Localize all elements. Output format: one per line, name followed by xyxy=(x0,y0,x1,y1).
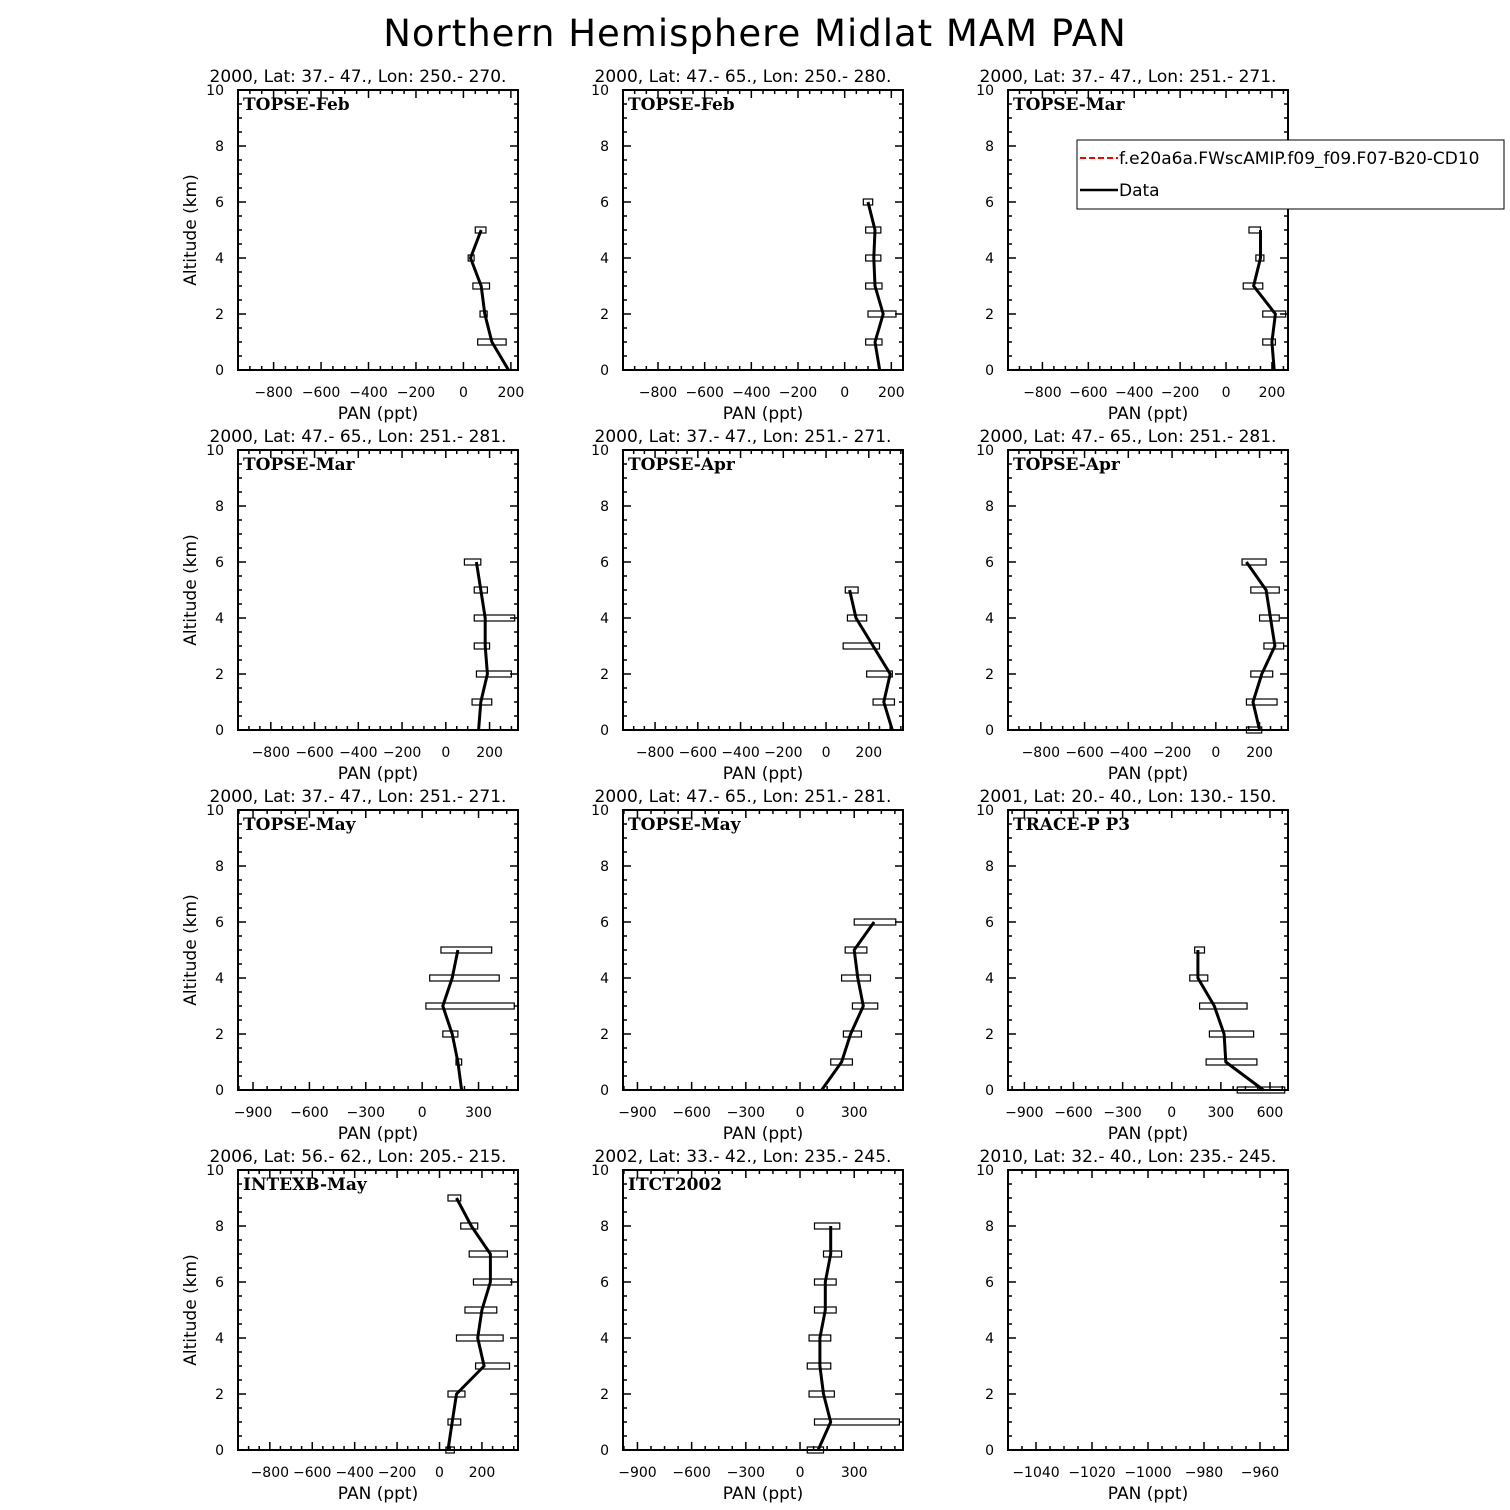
y-tick-label: 6 xyxy=(215,195,224,211)
y-tick-label: 0 xyxy=(600,1443,609,1459)
y-tick-label: 10 xyxy=(591,443,609,459)
y-tick-label: 2 xyxy=(215,1387,224,1403)
y-axis-label: Altitude (km) xyxy=(181,1254,201,1366)
x-tick-label: −960 xyxy=(1240,1465,1280,1481)
x-tick-label: −600 xyxy=(301,385,341,401)
x-tick-label: 600 xyxy=(1256,1105,1284,1121)
campaign-label: TOPSE-Feb xyxy=(628,95,735,115)
x-tick-label: −900 xyxy=(618,1465,657,1481)
x-tick-label: −200 xyxy=(382,745,422,761)
y-tick-label: 8 xyxy=(215,859,224,875)
campaign-label: INTEXB-May xyxy=(243,1175,367,1195)
x-axis-label: PAN (ppt) xyxy=(337,764,419,784)
x-tick-label: 0 xyxy=(441,745,451,761)
x-tick-label: 200 xyxy=(877,385,905,401)
y-tick-label: 0 xyxy=(215,723,224,739)
legend-data-label: Data xyxy=(1119,181,1160,201)
x-tick-label: −800 xyxy=(638,385,678,401)
x-tick-label: 200 xyxy=(497,385,525,401)
y-tick-label: 2 xyxy=(600,1027,609,1043)
y-tick-label: 4 xyxy=(215,1331,224,1347)
y-tick-label: 10 xyxy=(976,1163,994,1179)
y-tick-label: 0 xyxy=(985,1083,994,1099)
y-tick-label: 2 xyxy=(985,1387,994,1403)
x-tick-label: −300 xyxy=(1103,1105,1142,1121)
campaign-label: TRACE-P P3 xyxy=(1013,815,1131,835)
x-tick-label: −200 xyxy=(1160,385,1200,401)
y-tick-label: 8 xyxy=(985,859,994,875)
y-tick-label: 4 xyxy=(600,251,609,267)
y-tick-label: 10 xyxy=(206,803,224,819)
x-axis-label: PAN (ppt) xyxy=(1107,1124,1189,1144)
y-tick-label: 6 xyxy=(985,195,994,211)
x-tick-label: 300 xyxy=(840,1105,868,1121)
y-tick-label: 2 xyxy=(215,667,224,683)
x-axis-label: PAN (ppt) xyxy=(337,404,419,424)
campaign-label: TOPSE-Mar xyxy=(1013,95,1125,115)
campaign-label: TOPSE-May xyxy=(243,815,356,835)
x-tick-label: −400 xyxy=(349,385,388,401)
x-tick-label: −800 xyxy=(1021,745,1061,761)
y-tick-label: 8 xyxy=(215,1219,224,1235)
y-tick-label: 8 xyxy=(600,1219,609,1235)
y-tick-label: 10 xyxy=(976,803,994,819)
y-tick-label: 8 xyxy=(985,139,994,155)
campaign-label: TOPSE-May xyxy=(628,815,741,835)
y-tick-label: 0 xyxy=(600,1083,609,1099)
x-tick-label: −400 xyxy=(1115,385,1154,401)
y-tick-label: 8 xyxy=(985,1219,994,1235)
y-tick-label: 2 xyxy=(985,667,994,683)
y-tick-label: 4 xyxy=(985,1331,994,1347)
x-tick-label: −400 xyxy=(721,745,760,761)
x-tick-label: 200 xyxy=(476,745,503,761)
panel-title: 2000, Lat: 47.- 65., Lon: 251.- 281. xyxy=(594,787,892,807)
x-tick-label: −200 xyxy=(1152,745,1192,761)
x-tick-label: −800 xyxy=(635,745,675,761)
x-tick-label: −900 xyxy=(1005,1105,1044,1121)
campaign-label: TOPSE-Feb xyxy=(243,95,350,115)
x-axis-label: PAN (ppt) xyxy=(337,1484,419,1504)
x-tick-label: −600 xyxy=(672,1105,711,1121)
x-tick-label: 0 xyxy=(840,385,850,401)
x-axis-label: PAN (ppt) xyxy=(722,1124,804,1144)
panel-title: 2000, Lat: 37.- 47., Lon: 250.- 270. xyxy=(209,67,507,87)
y-tick-label: 4 xyxy=(600,611,609,627)
x-tick-label: −400 xyxy=(732,385,771,401)
y-tick-label: 6 xyxy=(600,915,609,931)
y-tick-label: 4 xyxy=(215,611,224,627)
x-axis-label: PAN (ppt) xyxy=(1107,764,1189,784)
x-tick-label: 0 xyxy=(458,385,468,401)
y-tick-label: 8 xyxy=(600,499,609,515)
x-tick-label: −1000 xyxy=(1124,1465,1172,1481)
y-tick-label: 8 xyxy=(600,859,609,875)
x-tick-label: −400 xyxy=(339,745,378,761)
y-tick-label: 4 xyxy=(600,971,609,987)
y-tick-label: 10 xyxy=(976,83,994,99)
panel-title: 2000, Lat: 37.- 47., Lon: 251.- 271. xyxy=(594,427,892,447)
y-tick-label: 0 xyxy=(215,1083,224,1099)
panel-title: 2010, Lat: 32.- 40., Lon: 235.- 245. xyxy=(979,1147,1277,1167)
y-axis-label: Altitude (km) xyxy=(181,894,201,1006)
y-tick-label: 8 xyxy=(215,139,224,155)
y-tick-label: 4 xyxy=(985,251,994,267)
y-tick-label: 4 xyxy=(985,611,994,627)
y-tick-label: 10 xyxy=(206,83,224,99)
x-axis-label: PAN (ppt) xyxy=(722,764,804,784)
panel-title: 2000, Lat: 47.- 65., Lon: 251.- 281. xyxy=(979,427,1277,447)
y-tick-label: 10 xyxy=(591,1163,609,1179)
x-tick-label: −200 xyxy=(778,385,818,401)
y-tick-label: 6 xyxy=(985,555,994,571)
x-tick-label: −600 xyxy=(685,385,724,401)
x-tick-label: −200 xyxy=(396,385,436,401)
x-tick-label: −200 xyxy=(764,745,803,761)
panel-title: 2000, Lat: 37.- 47., Lon: 251.- 271. xyxy=(209,787,507,807)
x-tick-label: −600 xyxy=(1054,1105,1093,1121)
y-tick-label: 8 xyxy=(215,499,224,515)
x-tick-label: 200 xyxy=(1258,385,1286,401)
x-tick-label: 0 xyxy=(795,1465,805,1481)
x-tick-label: −1020 xyxy=(1068,1465,1116,1481)
y-tick-label: 0 xyxy=(600,723,609,739)
y-tick-label: 2 xyxy=(215,307,224,323)
y-tick-label: 2 xyxy=(600,307,609,323)
y-tick-label: 0 xyxy=(215,363,224,379)
x-tick-label: 0 xyxy=(1167,1105,1177,1121)
y-tick-label: 10 xyxy=(206,1163,224,1179)
x-tick-label: 0 xyxy=(821,745,831,761)
y-tick-label: 2 xyxy=(600,1387,609,1403)
x-axis-label: PAN (ppt) xyxy=(1107,404,1189,424)
y-tick-label: 4 xyxy=(215,251,224,267)
x-tick-label: 0 xyxy=(435,1465,444,1481)
panel-title: 2002, Lat: 33.- 42., Lon: 235.- 245. xyxy=(594,1147,892,1167)
x-tick-label: −600 xyxy=(293,1465,332,1481)
y-tick-label: 6 xyxy=(215,555,224,571)
campaign-label: ITCT2002 xyxy=(628,1175,723,1195)
y-axis-label: Altitude (km) xyxy=(181,534,201,646)
x-tick-label: 200 xyxy=(468,1465,496,1481)
y-tick-label: 10 xyxy=(206,443,224,459)
x-tick-label: −900 xyxy=(618,1105,657,1121)
y-tick-label: 0 xyxy=(985,723,994,739)
panel-title: 2001, Lat: 20.- 40., Lon: 130.- 150. xyxy=(979,787,1277,807)
y-tick-label: 10 xyxy=(591,83,609,99)
y-tick-label: 2 xyxy=(600,667,609,683)
x-tick-label: 300 xyxy=(840,1465,868,1481)
x-tick-label: 200 xyxy=(855,745,883,761)
x-tick-label: 0 xyxy=(417,1105,427,1121)
y-tick-label: 8 xyxy=(600,139,609,155)
panel-title: 2000, Lat: 47.- 65., Lon: 251.- 281. xyxy=(209,427,507,447)
x-tick-label: −900 xyxy=(233,1105,273,1121)
x-axis-label: PAN (ppt) xyxy=(722,1484,804,1504)
y-tick-label: 10 xyxy=(976,443,994,459)
x-tick-label: 300 xyxy=(1207,1105,1235,1121)
y-tick-label: 0 xyxy=(985,1443,994,1459)
y-tick-label: 6 xyxy=(985,1275,994,1291)
x-tick-label: −600 xyxy=(1065,745,1104,761)
y-tick-label: 0 xyxy=(600,363,609,379)
legend-model-label: f.e20a6a.FWscAMIP.f09_f09.F07-B20-CD10 xyxy=(1119,149,1480,169)
y-tick-label: 6 xyxy=(985,915,994,931)
x-axis-label: PAN (ppt) xyxy=(1107,1484,1189,1504)
x-tick-label: −600 xyxy=(672,1465,711,1481)
y-tick-label: 2 xyxy=(985,307,994,323)
x-tick-label: −600 xyxy=(295,745,334,761)
x-tick-label: 0 xyxy=(1221,385,1231,401)
y-tick-label: 6 xyxy=(600,555,609,571)
y-tick-label: 6 xyxy=(600,1275,609,1291)
x-tick-label: −800 xyxy=(250,1465,290,1481)
x-tick-label: −200 xyxy=(377,1465,417,1481)
x-tick-label: −400 xyxy=(1109,745,1148,761)
y-tick-label: 6 xyxy=(215,1275,224,1291)
x-tick-label: −300 xyxy=(726,1465,766,1481)
y-tick-label: 6 xyxy=(215,915,224,931)
y-tick-label: 2 xyxy=(215,1027,224,1043)
x-tick-label: −600 xyxy=(1069,385,1108,401)
y-tick-label: 6 xyxy=(600,195,609,211)
x-tick-label: −400 xyxy=(335,1465,374,1481)
panel-title: 2000, Lat: 37.- 47., Lon: 251.- 271. xyxy=(979,67,1277,87)
x-tick-label: −800 xyxy=(1023,385,1062,401)
y-tick-label: 2 xyxy=(985,1027,994,1043)
x-tick-label: 300 xyxy=(465,1105,492,1121)
x-tick-label: −600 xyxy=(290,1105,329,1121)
y-tick-label: 0 xyxy=(215,1443,224,1459)
panel-title: 2000, Lat: 47.- 65., Lon: 250.- 280. xyxy=(594,67,892,87)
x-tick-label: −800 xyxy=(251,745,291,761)
y-tick-label: 8 xyxy=(985,499,994,515)
campaign-label: TOPSE-Mar xyxy=(243,455,355,475)
x-tick-label: −980 xyxy=(1184,1465,1224,1481)
x-tick-label: 0 xyxy=(795,1105,805,1121)
legend xyxy=(1077,140,1504,209)
figure-title: Northern Hemisphere Midlat MAM PAN xyxy=(383,12,1127,55)
x-tick-label: −300 xyxy=(346,1105,386,1121)
x-tick-label: −1040 xyxy=(1012,1465,1060,1481)
x-tick-label: −800 xyxy=(254,385,293,401)
y-axis-label: Altitude (km) xyxy=(181,174,201,286)
x-axis-label: PAN (ppt) xyxy=(722,404,804,424)
x-tick-label: −300 xyxy=(726,1105,766,1121)
y-tick-label: 4 xyxy=(600,1331,609,1347)
campaign-label: TOPSE-Apr xyxy=(1013,455,1120,475)
x-tick-label: −600 xyxy=(678,745,718,761)
x-axis-label: PAN (ppt) xyxy=(337,1124,419,1144)
y-tick-label: 10 xyxy=(591,803,609,819)
panel-title: 2006, Lat: 56.- 62., Lon: 205.- 215. xyxy=(209,1147,507,1167)
y-tick-label: 4 xyxy=(985,971,994,987)
y-tick-label: 4 xyxy=(215,971,224,987)
y-tick-label: 0 xyxy=(985,363,994,379)
x-tick-label: 0 xyxy=(1211,745,1221,761)
campaign-label: TOPSE-Apr xyxy=(628,455,735,475)
x-tick-label: 200 xyxy=(1246,745,1273,761)
